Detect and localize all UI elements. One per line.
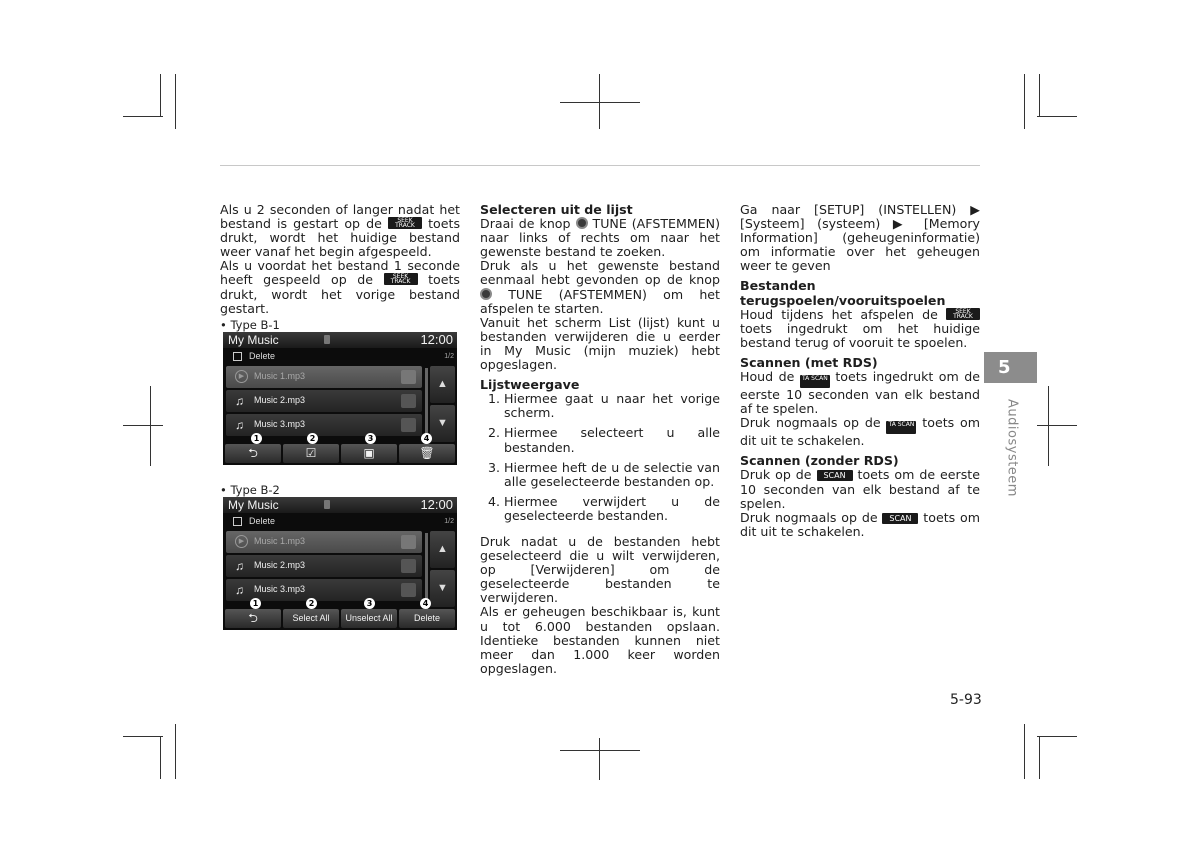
list-icon	[233, 352, 242, 361]
trash-icon	[324, 335, 330, 344]
delete-button[interactable]: 🗑	[399, 444, 455, 463]
checkbox[interactable]	[401, 370, 416, 384]
checkbox[interactable]	[401, 394, 416, 408]
paragraph-scan-rds: Houd de TA SCAN toets ingedrukt om de eerste 10 seconden van elk bestand af te spelen.	[740, 369, 980, 417]
paragraph-scan-rds-off: Druk nogmaals op de TA SCAN toets om dit uit te schakelen.	[740, 415, 981, 449]
scroll-up-button[interactable]: ▲	[430, 366, 455, 403]
seek-track-button-icon: SEEK TRACK	[388, 217, 422, 229]
tune-knob-icon	[576, 217, 588, 229]
paragraph-scan: Druk op de SCAN toets om de eerste 10 seconden van elk bestand af te spelen.	[740, 467, 980, 511]
tune-knob-icon	[480, 288, 492, 300]
ta-scan-button-icon: TA SCAN	[886, 421, 916, 434]
screen-clock: 12:00	[420, 332, 453, 347]
heading-scan-rds: Scannen (met RDS)	[740, 354, 878, 370]
crop-mark	[160, 736, 161, 779]
paragraph-restart: Als u 2 seconden of langer nadat het bestand is gestart op de SEEK TRACK toets drukt, wordt het huidige bestand weer vanaf het begin afgespeeld.	[220, 202, 460, 260]
screen-type-b1	[223, 332, 457, 465]
callout-number: 4	[421, 433, 432, 444]
callout-number: 4	[420, 598, 431, 609]
scroll-down-button[interactable]: ▼	[430, 570, 455, 607]
paragraph-previous: Als u voordat het bestand 1 seconde heeft gespeeld op de SEEK TRACK toets drukt, wordt het vorige bestand gestart.	[220, 258, 460, 316]
crop-mark	[599, 738, 600, 780]
screen-title: My Music	[228, 333, 279, 347]
crop-mark	[1024, 74, 1025, 129]
screen-subtitle: Delete	[233, 351, 275, 361]
scan-button-icon: SCAN	[817, 470, 853, 481]
ta-scan-button-icon: TA SCAN	[800, 375, 830, 388]
list-item: 2. Hiermee selecteert u alle bestanden.	[488, 425, 720, 455]
crop-mark	[1039, 736, 1040, 779]
music-note-icon: ♫	[235, 418, 244, 432]
paragraph-setup: Ga naar [SETUP] (INSTELLEN) ▶ [Systeem] (systeem) ▶ [Memory Information] (geheugeninformatie) om informatie over het geheugen weer te geven	[740, 202, 980, 274]
chapter-name: Audiosysteem	[1004, 399, 1020, 497]
checkbox[interactable]	[401, 418, 416, 432]
crop-mark	[175, 74, 176, 129]
chapter-tab: 5	[984, 352, 1037, 383]
seek-track-button-icon: SEEK TRACK	[946, 308, 980, 320]
crop-mark	[123, 425, 163, 426]
crop-mark	[123, 736, 163, 737]
checkbox[interactable]	[401, 535, 416, 549]
crop-mark	[560, 750, 640, 751]
select-all-button[interactable]: ☑	[283, 444, 339, 463]
page-number: 5-93	[950, 692, 982, 708]
music-note-icon: ♫	[235, 583, 244, 597]
crop-mark	[560, 102, 640, 103]
list-item[interactable]: ♫ Music 2.mp3	[226, 390, 422, 412]
checkbox[interactable]	[401, 583, 416, 597]
unselect-all-button[interactable]: ▣	[341, 444, 397, 463]
crop-mark	[175, 724, 176, 779]
button-bar	[223, 444, 457, 463]
paragraph-memory: Als er geheugen beschikbaar is, kunt u tot 6.000 bestanden opslaan. Identieke bestanden kunnen niet meer dan 1.000 keer worden opgeslagen.	[480, 604, 720, 676]
crop-mark	[1039, 74, 1040, 117]
music-note-icon: ♫	[235, 394, 244, 408]
crop-mark	[160, 74, 161, 117]
seek-track-button-icon: SEEK TRACK	[384, 273, 418, 285]
callout-number: 3	[364, 598, 375, 609]
list-item[interactable]: ♫ Music 3.mp3	[226, 414, 422, 436]
column-3	[740, 203, 980, 539]
scroll-down-button[interactable]: ▼	[430, 405, 455, 442]
heading-scan-no-rds: Scannen (zonder RDS)	[740, 453, 899, 469]
select-all-button[interactable]: Select All	[283, 609, 339, 628]
column-1	[220, 203, 460, 316]
screen-type-b2	[223, 497, 457, 630]
column-2	[480, 203, 720, 676]
callout-number: 2	[306, 598, 317, 609]
list-icon	[233, 517, 242, 526]
crop-mark	[1037, 116, 1077, 117]
play-icon: ▶	[235, 535, 248, 548]
back-button[interactable]: ⮌	[225, 444, 281, 463]
play-icon: ▶	[235, 370, 248, 383]
figure-label: • Type B-1	[220, 318, 280, 332]
music-note-icon: ♫	[235, 559, 244, 573]
screen-page: 1/2	[444, 518, 454, 525]
paragraph-list-screen: Vanuit het scherm List (lijst) kunt u bestanden verwijderen die u eerder in My Music (mijn muziek) hebt opgeslagen.	[480, 314, 720, 373]
back-button[interactable]: ⮌	[225, 609, 281, 628]
callout-number: 2	[307, 433, 318, 444]
callout-number: 1	[250, 598, 261, 609]
crop-mark	[1037, 736, 1077, 737]
header-rule	[220, 165, 980, 166]
heading-select-list: Selecteren uit de lijst	[480, 202, 633, 217]
callout-number: 3	[365, 433, 376, 444]
button-bar	[223, 609, 457, 628]
scan-button-icon: SCAN	[882, 513, 918, 524]
paragraph-tune-turn: Draai de knop TUNE (AFSTEMMEN) naar links of rechts om naar het gewenste bestand te zoeken.	[480, 216, 720, 260]
crop-mark	[123, 116, 163, 117]
callout-number: 1	[251, 433, 262, 444]
screen-title: My Music	[228, 498, 279, 512]
crop-mark	[150, 386, 151, 466]
list-item[interactable]: ♫ Music 2.mp3	[226, 555, 422, 577]
screen-subtitle: Delete	[233, 516, 275, 526]
checkbox[interactable]	[401, 559, 416, 573]
unselect-all-button[interactable]: Unselect All	[341, 609, 397, 628]
paragraph-rewind: Houd tijdens het afspelen de SEEK TRACK toets ingedrukt om het huidige bestand terug of vooruit te spoelen.	[740, 306, 980, 350]
list-item[interactable]: ♫ Music 3.mp3	[226, 579, 422, 601]
figure-label: • Type B-2	[220, 483, 280, 497]
list-item: 4. Hiermee verwijdert u de geselecteerde bestanden.	[488, 493, 720, 523]
heading-list-view: Lijstweergave	[480, 377, 580, 393]
paragraph-delete: Druk nadat u de bestanden hebt geselecteerd die u wilt verwijderen, op [Verwijderen] om de geselecteerde bestanden te verwijderen.	[480, 533, 720, 606]
paragraph-tune-press: Druk als u het gewenste bestand eenmaal hebt gevonden op de knop TUNE (AFSTEMMEN) om het afspelen te starten.	[480, 258, 720, 316]
screen-page: 1/2	[444, 353, 454, 360]
list-item[interactable]: ▶ Music 1.mp3	[226, 366, 422, 388]
steps-list	[488, 392, 720, 523]
heading-rewind-forward: Bestanden terugspoelen/vooruitspoelen	[740, 278, 946, 308]
list-item: 3. Hiermee heft de u de selectie van alle geselecteerde bestanden op.	[488, 459, 720, 489]
trash-icon	[324, 500, 330, 509]
list-item[interactable]: ▶ Music 1.mp3	[226, 531, 422, 553]
delete-button[interactable]: Delete	[399, 609, 455, 628]
crop-mark	[1037, 425, 1077, 426]
crop-mark	[1024, 724, 1025, 779]
scroll-up-button[interactable]: ▲	[430, 531, 455, 568]
paragraph-scan-off: Druk nogmaals op de SCAN toets om dit uit te schakelen.	[740, 509, 981, 539]
list-item: 1. Hiermee gaat u naar het vorige scherm.	[488, 391, 720, 421]
screen-clock: 12:00	[420, 497, 453, 512]
crop-mark	[1048, 386, 1049, 466]
